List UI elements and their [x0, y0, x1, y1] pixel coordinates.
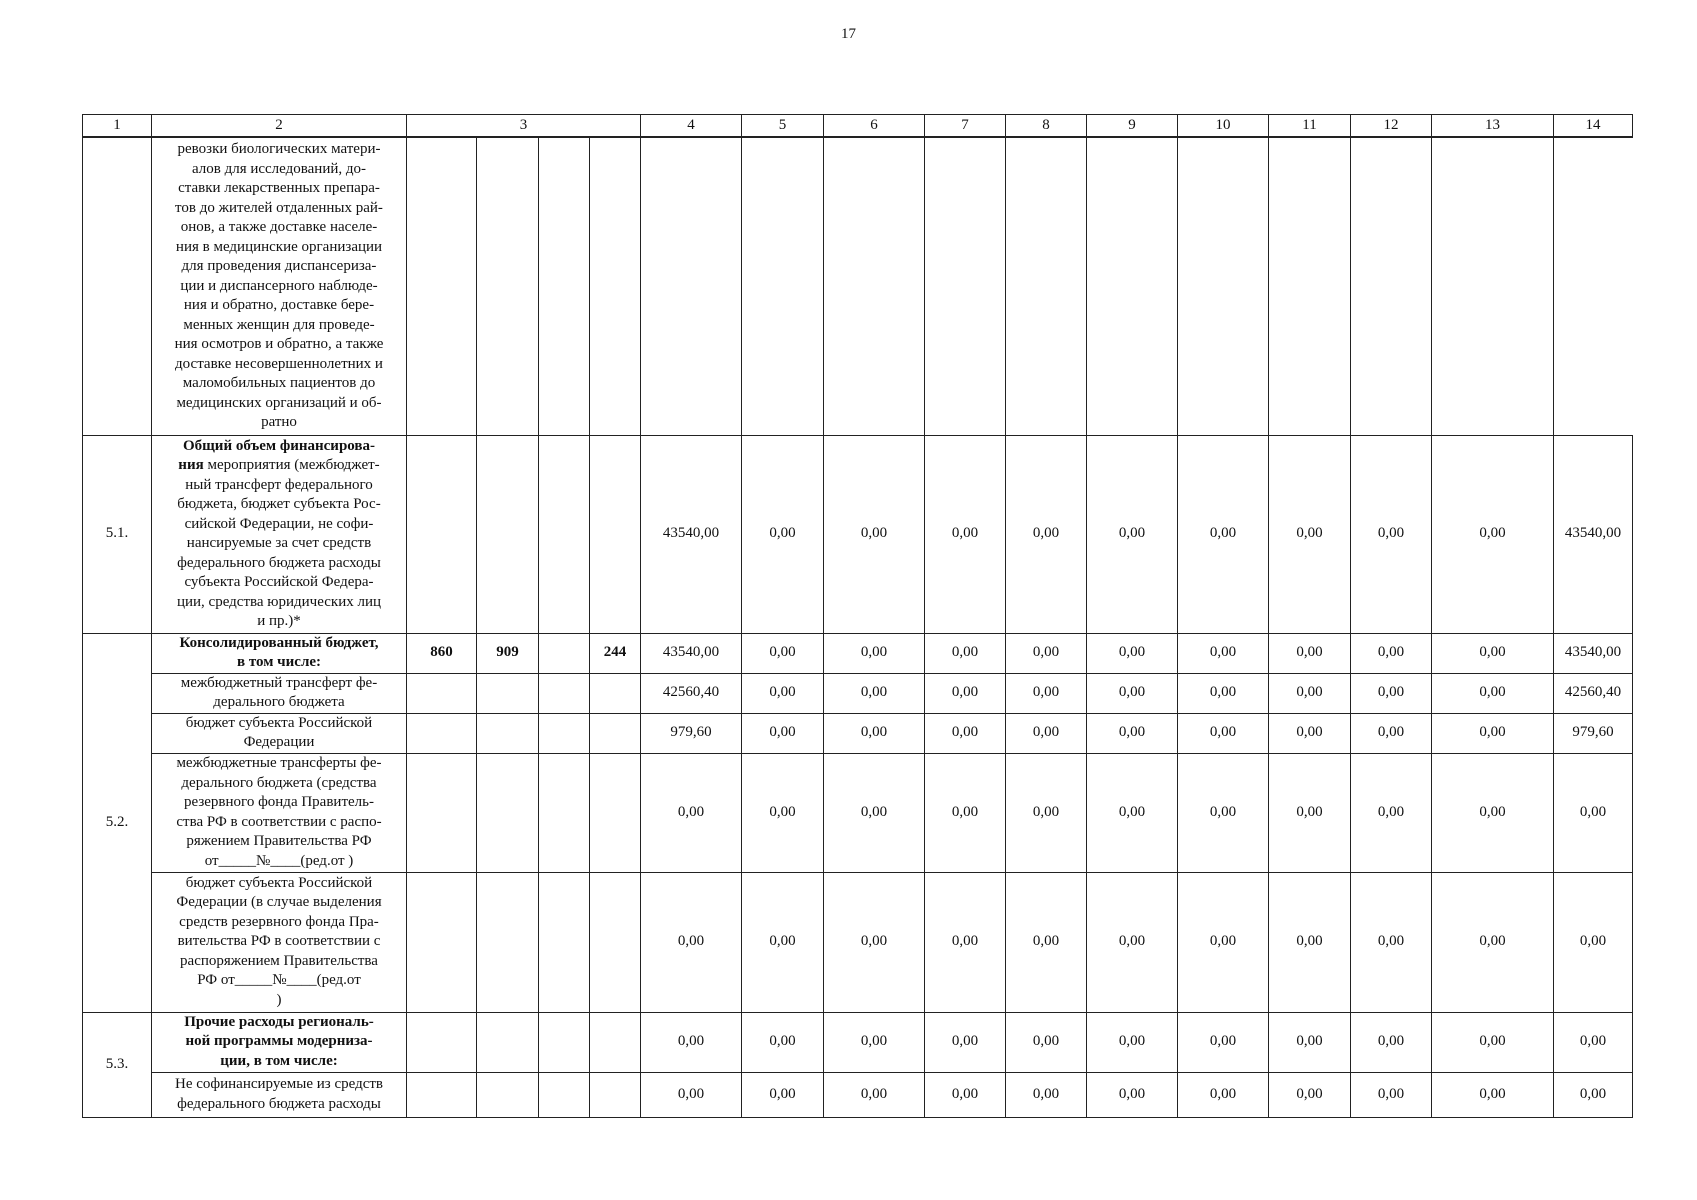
value-cell: 0,00 [1554, 1012, 1633, 1072]
value-cell: 0,00 [925, 1012, 1006, 1072]
table-row-non-cofinanced [83, 1072, 1633, 1117]
value-cell: 0,00 [1351, 872, 1432, 1012]
value-cell: 0,00 [1006, 872, 1087, 1012]
value-cell: 43540,00 [641, 633, 742, 673]
row-number: 5.3. [83, 1012, 152, 1117]
col-header-2: 2 [152, 115, 407, 138]
value-cell: 0,00 [1087, 1072, 1178, 1117]
col-header-4: 4 [641, 115, 742, 138]
row-description: бюджет субъекта Российской Федерации [152, 713, 407, 753]
value-cell: 0,00 [1178, 1072, 1269, 1117]
code-cell: 244 [590, 633, 641, 673]
value-cell: 0,00 [1269, 633, 1351, 673]
value-cell: 0,00 [1351, 1012, 1432, 1072]
row-description: бюджет субъекта Российской Федерации (в случае выделения средств резервного фонда Пра- вительства РФ в соответствии с распоряжением Правительства РФ от_____№____(ред.от ) [152, 872, 407, 1012]
column-header-row [83, 115, 1633, 138]
col-header-7: 7 [925, 115, 1006, 138]
value-cell: 0,00 [824, 872, 925, 1012]
value-cell: 0,00 [742, 435, 824, 633]
col-header-10: 10 [1178, 115, 1269, 138]
value-cell: 0,00 [1432, 872, 1554, 1012]
value-cell: 0,00 [641, 1012, 742, 1072]
value-cell: 0,00 [1432, 1012, 1554, 1072]
value-cell: 0,00 [1006, 1012, 1087, 1072]
code-cell [539, 633, 590, 673]
value-cell: 0,00 [824, 633, 925, 673]
value-cell: 0,00 [1087, 633, 1178, 673]
row-number: 5.1. [83, 435, 152, 633]
value-cell: 0,00 [1269, 673, 1351, 713]
row-number: 5.2. [83, 633, 152, 1012]
budget-table [82, 114, 1633, 1118]
value-cell: 0,00 [1269, 435, 1351, 633]
value-cell: 0,00 [1006, 713, 1087, 753]
value-cell: 0,00 [1432, 435, 1554, 633]
table-row-continuation [83, 137, 1633, 435]
value-cell: 0,00 [925, 633, 1006, 673]
value-cell: 0,00 [1087, 713, 1178, 753]
value-cell: 43540,00 [1554, 633, 1633, 673]
value-cell: 0,00 [1178, 633, 1269, 673]
value-cell: 0,00 [1432, 633, 1554, 673]
value-cell: 0,00 [641, 1072, 742, 1117]
value-cell: 0,00 [1269, 1072, 1351, 1117]
value-cell: 0,00 [1351, 713, 1432, 753]
value-cell: 0,00 [1554, 1072, 1633, 1117]
value-cell: 0,00 [925, 753, 1006, 872]
value-cell: 0,00 [1554, 753, 1633, 872]
table-row-regional-budget [83, 713, 1633, 753]
table-row-5-2 [83, 633, 1633, 673]
value-cell: 0,00 [1351, 673, 1432, 713]
value-cell: 0,00 [1178, 1012, 1269, 1072]
col-header-3: 3 [407, 115, 641, 138]
value-cell: 43540,00 [641, 435, 742, 633]
row-number [83, 137, 152, 435]
value-cell: 0,00 [1087, 1012, 1178, 1072]
col-header-14: 14 [1554, 115, 1633, 138]
value-cell: 0,00 [1006, 673, 1087, 713]
value-cell: 0,00 [925, 673, 1006, 713]
value-cell: 979,60 [1554, 713, 1633, 753]
row-description: межбюджетные трансферты фе- дерального бюджета (средства резервного фонда Правитель- ства РФ в соответствии с распо- ряжением Правительства РФ от_____№____(ред.от ) [152, 753, 407, 872]
value-cell: 0,00 [925, 713, 1006, 753]
col-header-5: 5 [742, 115, 824, 138]
col-header-13: 13 [1432, 115, 1554, 138]
value-cell: 0,00 [1006, 633, 1087, 673]
row-description-bold: Общий объем финансирова- ния [178, 437, 376, 473]
value-cell: 0,00 [742, 753, 824, 872]
table-row-5-1 [83, 435, 1633, 633]
value-cell: 0,00 [824, 1012, 925, 1072]
value-cell: 0,00 [824, 673, 925, 713]
value-cell: 0,00 [925, 1072, 1006, 1117]
value-cell: 42560,40 [641, 673, 742, 713]
table-row-reserve-transfer [83, 753, 1633, 872]
value-cell: 0,00 [824, 713, 925, 753]
value-cell: 0,00 [742, 1072, 824, 1117]
value-cell: 0,00 [1554, 872, 1633, 1012]
value-cell: 0,00 [1432, 1072, 1554, 1117]
value-cell: 0,00 [1432, 673, 1554, 713]
row-description: ревозки биологических матери- алов для исследований, до- ставки лекарственных препара- тов до жителей отдаленных рай- онов, а также доставке населе- ния в медицинские организации для проведения диспансериза- ции и диспансерного наблюде- ния и обратно, доставке бере- менных женщин для проведе- ния осмотров и обратно, а также доставке несовершеннолетних и маломобильных пациентов до медицинских организаций и об- ратно [152, 137, 407, 435]
value-cell: 0,00 [824, 1072, 925, 1117]
value-cell: 0,00 [1006, 435, 1087, 633]
value-cell: 0,00 [1351, 633, 1432, 673]
value-cell: 0,00 [1269, 713, 1351, 753]
value-cell: 0,00 [1178, 872, 1269, 1012]
row-description: Не софинансируемые из средств федерального бюджета расходы [152, 1072, 407, 1117]
code-cell: 860 [407, 633, 477, 673]
value-cell: 0,00 [1178, 673, 1269, 713]
row-description: Консолидированный бюджет, в том числе: [152, 633, 407, 673]
value-cell: 0,00 [1087, 872, 1178, 1012]
value-cell: 0,00 [742, 633, 824, 673]
row-description: Прочие расходы региональ- ной программы модерниза- ции, в том числе: [152, 1012, 407, 1072]
col-header-9: 9 [1087, 115, 1178, 138]
col-header-8: 8 [1006, 115, 1087, 138]
value-cell: 42560,40 [1554, 673, 1633, 713]
col-header-1: 1 [83, 115, 152, 138]
row-description-rest: мероприятия (межбюджет- ный трансферт федерального бюджета, бюджет субъекта Рос- сийской Федерации, не софи- нансируемые за счет средств федерального бюджета расходы субъекта Российской Федера- ции, средства юридических лиц и пр.)* [176, 457, 382, 629]
value-cell: 0,00 [1432, 713, 1554, 753]
col-header-11: 11 [1269, 115, 1351, 138]
col-header-6: 6 [824, 115, 925, 138]
value-cell: 0,00 [1178, 713, 1269, 753]
value-cell: 0,00 [1269, 872, 1351, 1012]
value-cell: 0,00 [925, 872, 1006, 1012]
value-cell: 43540,00 [1554, 435, 1633, 633]
table-row-5-3 [83, 1012, 1633, 1072]
value-cell: 979,60 [641, 713, 742, 753]
value-cell: 0,00 [1006, 753, 1087, 872]
row-description: межбюджетный трансферт фе- дерального бюджета [152, 673, 407, 713]
value-cell: 0,00 [1351, 753, 1432, 872]
table-row-reserve-regional [83, 872, 1633, 1012]
value-cell: 0,00 [824, 435, 925, 633]
code-cell: 909 [477, 633, 539, 673]
value-cell: 0,00 [1351, 1072, 1432, 1117]
value-cell: 0,00 [1087, 753, 1178, 872]
row-description [152, 435, 407, 633]
value-cell: 0,00 [1269, 753, 1351, 872]
page-number: 17 [841, 26, 856, 42]
value-cell: 0,00 [1178, 435, 1269, 633]
value-cell: 0,00 [1006, 1072, 1087, 1117]
value-cell: 0,00 [742, 713, 824, 753]
table-row-federal-transfer [83, 673, 1633, 713]
value-cell: 0,00 [742, 673, 824, 713]
value-cell: 0,00 [1178, 753, 1269, 872]
value-cell: 0,00 [641, 872, 742, 1012]
value-cell: 0,00 [1351, 435, 1432, 633]
value-cell: 0,00 [824, 753, 925, 872]
value-cell: 0,00 [742, 1012, 824, 1072]
value-cell: 0,00 [1087, 673, 1178, 713]
col-header-12: 12 [1351, 115, 1432, 138]
value-cell: 0,00 [641, 753, 742, 872]
value-cell: 0,00 [742, 872, 824, 1012]
value-cell: 0,00 [925, 435, 1006, 633]
value-cell: 0,00 [1087, 435, 1178, 633]
value-cell: 0,00 [1269, 1012, 1351, 1072]
value-cell: 0,00 [1432, 753, 1554, 872]
